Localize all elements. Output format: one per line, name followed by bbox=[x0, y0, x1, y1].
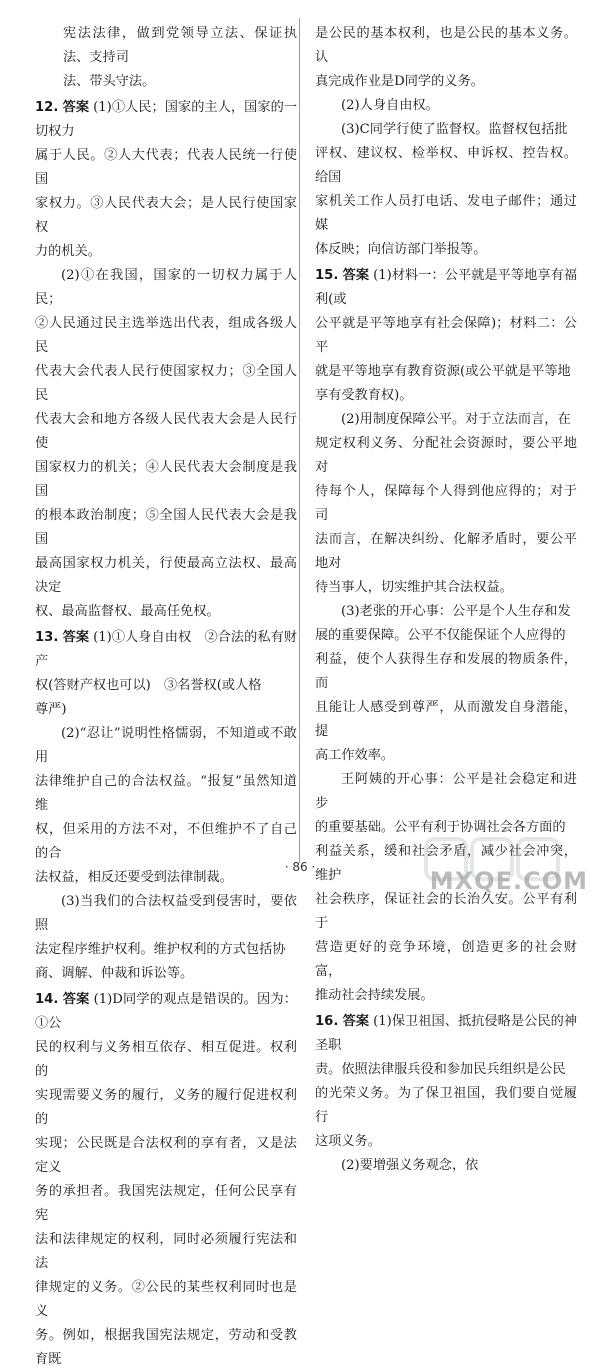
right-column bbox=[315, 22, 577, 1178]
text-line: 展的重要保障。公平不仅能保证个人应得的 bbox=[315, 628, 566, 643]
text-line: 的根本政治制度；⑤全国人民代表大会是我国 bbox=[35, 508, 297, 547]
text-line: 商、调解、仲裁和诉讼等。 bbox=[35, 966, 194, 981]
text-line: 规定权利义务、分配社会资源时，要公平地对 bbox=[315, 436, 577, 475]
q16-answer-label: 答案 bbox=[342, 1014, 370, 1029]
text-line: 推动社会持续发展。 bbox=[315, 988, 434, 1003]
text-line: 家机关工作人员打电话、发电子邮件；通过媒 bbox=[315, 194, 577, 233]
text-line: (2)人身自由权。 bbox=[341, 98, 439, 113]
text-line: 待每个人，保障每个人得到他应得的；对于司 bbox=[315, 484, 577, 523]
text-line: ②人民通过民主选举选出代表，组成各级人民 bbox=[35, 316, 297, 355]
text-line: 律规定的义务。②公民的某些权利同时也是义 bbox=[35, 1280, 297, 1319]
text-line: 宪法法律，做到党领导立法、保证执法、支持司 bbox=[63, 26, 297, 65]
q16-p2 bbox=[315, 1154, 577, 1178]
text-line: 高工作效率。 bbox=[315, 748, 395, 763]
text-line: 是公民的基本权利，也是公民的基本义务。认 bbox=[315, 26, 577, 65]
text-line: 实现需要义务的履行，义务的履行促进权利的 bbox=[35, 1088, 297, 1127]
text-line: 权、最高监督权、最高任免权。 bbox=[35, 604, 220, 619]
text-line: 代表大会代表人民行使国家权力；③全国人民 bbox=[35, 364, 297, 403]
text-line: 属于人民。②人大代表；代表人民统一行使国 bbox=[35, 148, 297, 187]
text-line: 责。依照法律服兵役和参加民兵组织是公民 bbox=[315, 1062, 566, 1077]
text-line: 国家权力的机关；④人民代表大会制度是我国 bbox=[35, 460, 297, 499]
left-column bbox=[35, 22, 297, 1372]
q15-number: 15. bbox=[315, 268, 339, 283]
q14-continuation bbox=[315, 22, 577, 94]
text-line: 力的机关。 bbox=[35, 244, 101, 259]
text-line: 务的承担者。我国宪法规定，任何公民享有宪 bbox=[35, 1184, 297, 1223]
q13-answer-label: 答案 bbox=[62, 630, 90, 645]
page-number: · 86 · bbox=[284, 860, 316, 874]
question-12 bbox=[35, 96, 297, 624]
q15-p1 bbox=[315, 264, 577, 408]
text-line: 的光荣义务。为了保卫祖国，我们要自觉履行 bbox=[315, 1086, 577, 1125]
text-line: 待当事人，切实维护其合法权益。 bbox=[315, 580, 513, 595]
text-line: 这项义务。 bbox=[315, 1134, 381, 1149]
q13-number: 13. bbox=[35, 630, 59, 645]
text-line: 体反映；向信访部门举报等。 bbox=[315, 242, 487, 257]
column-divider bbox=[299, 18, 300, 863]
text-line: 务。例如，根据我国宪法规定，劳动和受教育既 bbox=[35, 1328, 297, 1367]
q16-number: 16. bbox=[315, 1014, 339, 1029]
q16-p1 bbox=[315, 1010, 577, 1154]
text-line: 家权力。③人民代表大会；是人民行使国家权 bbox=[35, 196, 297, 235]
text-line: 且能让人感受到尊严，从而激发自身潜能，提 bbox=[315, 700, 577, 739]
question-15 bbox=[315, 264, 577, 1008]
q12-answer-label: 答案 bbox=[62, 100, 90, 115]
text-line: 享有受教育权)。 bbox=[315, 388, 413, 403]
text-line: (2)要增强义务观念，依 bbox=[341, 1158, 479, 1173]
text-line: 权，但采用的方法不对，不但维护不了自己的合 bbox=[35, 822, 297, 861]
text-line: (1)①人身自由权 ②合法的私有财产 bbox=[35, 630, 298, 669]
q12-p1 bbox=[35, 96, 297, 264]
q14-p2 bbox=[315, 94, 577, 118]
text-line: 法和法律规定的权利，同时必须履行宪法和法 bbox=[35, 1232, 297, 1271]
text-line: (3)C同学行使了监督权。监督权包括批 bbox=[341, 122, 568, 137]
q15-p3 bbox=[315, 600, 577, 768]
text-line: 实现；公民既是合法权利的享有者，又是法定义 bbox=[35, 1136, 297, 1175]
question-16 bbox=[315, 1010, 577, 1178]
text-line: (1)D同学的观点是错误的。因为：①公 bbox=[35, 992, 297, 1031]
text-line: 最高国家权力机关，行使最高立法权、最高决定 bbox=[35, 556, 297, 595]
text-line: 权(答财产权也可以) ③名誉权(或人格 bbox=[35, 678, 262, 693]
q15-answer-label: 答案 bbox=[342, 268, 370, 283]
q13-p1 bbox=[35, 626, 297, 722]
q13-p3 bbox=[35, 890, 297, 986]
text-line: 的重要基础。公平有利于协调社会各方面的 bbox=[315, 820, 566, 835]
text-line: (2)用制度保障公平。对于立法而言，在 bbox=[341, 412, 571, 427]
text-line: (3)老张的开心事：公平是个人生存和发 bbox=[341, 604, 571, 619]
text-line: 法权益，相反还要受到法律制裁。 bbox=[35, 870, 233, 885]
question-13 bbox=[35, 626, 297, 986]
text-line: (1)①人民；国家的主人，国家的一切权力 bbox=[35, 100, 298, 139]
text-line: (2)“忍让”说明性格懦弱，不知道或不敢用 bbox=[35, 726, 297, 765]
text-line: (1)保卫祖国、抵抗侵略是公民的神圣职 bbox=[315, 1014, 578, 1053]
watermark-text: MXQE.COM bbox=[429, 867, 588, 895]
q15-p2 bbox=[315, 408, 577, 600]
question-14 bbox=[35, 988, 297, 1372]
text-line: 民的权利与义务相互依存、相互促进。权利的 bbox=[35, 1040, 297, 1079]
text-line: 营造更好的竞争环境，创造更多的社会财富， bbox=[315, 940, 577, 979]
text-line: (2)①在我国，国家的一切权力属于人民； bbox=[35, 268, 297, 307]
q14-p1 bbox=[35, 988, 297, 1372]
text-line: (3)当我们的合法权益受到侵害时，要依照 bbox=[35, 894, 297, 933]
text-line: 就是平等地享有教育资源(或公平就是平等地 bbox=[315, 364, 571, 379]
q12-p2 bbox=[35, 264, 297, 624]
q11-continuation bbox=[35, 22, 297, 94]
text-line: 法定程序维护权利。维护权利的方式包括协 bbox=[35, 942, 286, 957]
q14-answer-label: 答案 bbox=[62, 992, 90, 1007]
text-line: 公平就是平等地享有社会保障)；材料二：公平 bbox=[315, 316, 577, 355]
text-line: 利益关系，缓和社会矛盾，减少社会冲突，维护 bbox=[315, 844, 577, 883]
q14-p3 bbox=[315, 118, 577, 262]
text-line: 评权、建议权、检举权、申诉权、控告权。给国 bbox=[315, 146, 577, 185]
q12-number: 12. bbox=[35, 100, 59, 115]
text-line: 王阿姨的开心事：公平是社会稳定和进步 bbox=[315, 772, 577, 811]
text-line: 社会秩序，保证社会的长治久安。公平有利于 bbox=[315, 892, 577, 931]
text-line: 法、带头守法。 bbox=[63, 74, 156, 89]
text-line: 利益，使个人获得生存和发展的物质条件，而 bbox=[315, 652, 577, 691]
text-line: 法而言，在解决纠纷、化解矛盾时，要公平地对 bbox=[315, 532, 577, 571]
text-line: 代表大会和地方各级人民代表大会是人民行使 bbox=[35, 412, 297, 451]
text-line: (1)材料一：公平就是平等地享有福利(或 bbox=[315, 268, 578, 307]
text-line: 法律维护自己的合法权益。“报复”虽然知道维 bbox=[35, 774, 297, 813]
text-line: 真完成作业是D同学的义务。 bbox=[315, 74, 484, 89]
text-line: 尊严) bbox=[35, 702, 67, 717]
q14-number: 14. bbox=[35, 992, 59, 1007]
